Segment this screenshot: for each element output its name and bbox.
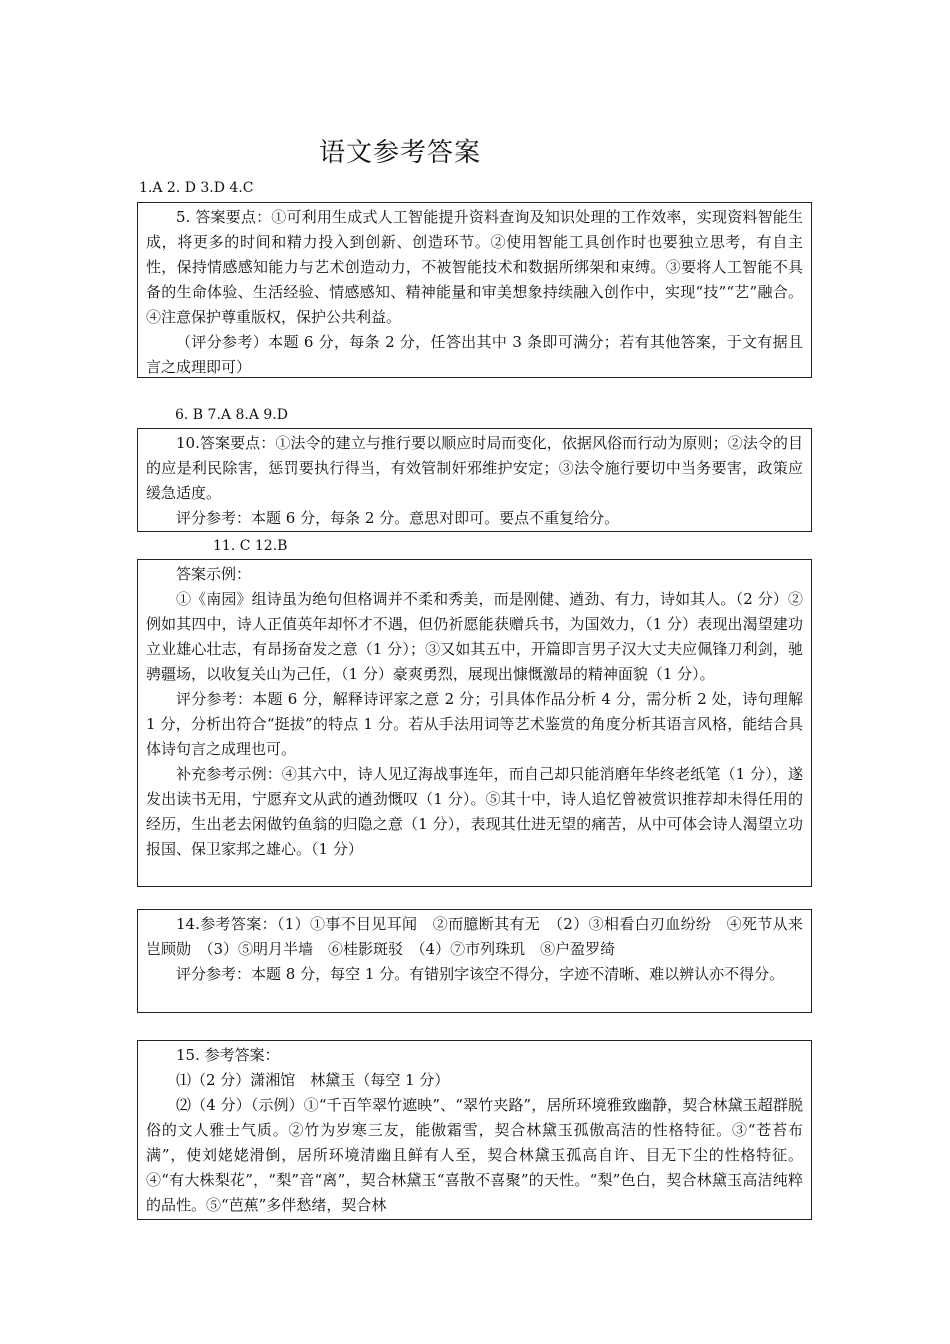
q15-heading: 15. 参考答案：: [176, 1046, 280, 1064]
answer-box-q5: [137, 202, 812, 378]
q5-answer: 5. 答案要点：①可利用生成式人工智能提升资料查询及知识处理的工作效率，实现资料智能生成，将更多的时间和精力投入到创新、创造环节。②使用智能工具创作时也要独立思考，有自主性，保持情感感知能力与艺术创造动力，不被智能技术和数据所绑架和束缚。③要将人工智能不具备的生命体验、生活经验、情感感知、精神能量和审美想象持续融入创作中，实现“技”“艺”融合。④注意保护尊重版权，保护公共利益。: [146, 208, 803, 326]
q13-supplement: 补充参考示例：④其六中，诗人见辽海战事连年，而自己却只能消磨年华终老纸笔（1 分），遂发出读书无用，宁愿弃文从武的遒劲慨叹（1 分）。⑤其十中，诗人追忆曾被赏识推荐却未得任用的经历，生出老去闲做钓鱼翁的归隐之意（1 分），表现其仕进无望的痛苦，从中可体会诗人渴望立功报国、保卫家邦之雄心。（1 分）: [146, 765, 803, 858]
answers-1-4: 1.A 2. D 3.D 4.C: [139, 180, 254, 196]
q13-example: ①《南园》组诗虽为绝句但格调并不柔和秀美，而是刚健、遒劲、有力，诗如其人。（2 分）②例如其四中，诗人正值英年却怀才不遇，但仍祈愿能获赠兵书，为国效力，（1 分）表现出渴望建功立业雄心壮志，有昂扬奋发之意（1 分）；③又如其五中，开篇即言男子汉大丈夫应佩锋刀利剑，驰骋疆场，以收复关山为己任，（1 分）豪爽勇烈，展现出慷慨激昂的精神面貌（1 分）。: [146, 590, 803, 683]
answer-box-q15: [137, 1040, 812, 1220]
answer-box-q13: [137, 559, 812, 887]
answers-11-12: 11. C 12.B: [213, 538, 288, 554]
answer-box-q14: [137, 909, 812, 1013]
answers-6-9: 6. B 7.A 8.A 9.D: [175, 407, 288, 423]
q14-scoring: 评分参考：本题 8 分，每空 1 分。有错别字该空不得分，字迹不清晰、难以辨认亦不得分。: [176, 965, 785, 983]
q13-heading: 答案示例：: [176, 565, 252, 583]
q15-part2: ⑵（4 分）（示例）①“千百竿翠竹遮映”、“翠竹夹路”，居所环境雅致幽静，契合林黛玉超群脱俗的文人雅士气质。②竹为岁寒三友，能傲霜雪，契合林黛玉孤傲高洁的性格特征。③“苍苔布满”，使刘姥姥滑倒，居所环境清幽且鲜有人至，契合林黛玉孤高自许、目无下尘的性格特征。④“有大株梨花”，“梨”音“离”，契合林黛玉“喜散不喜聚”的天性。“梨”色白，契合林黛玉高洁纯粹的品性。⑤“芭蕉”多伴愁绪，契合林: [146, 1096, 803, 1214]
q15-part1: ⑴（2 分）潇湘馆 林黛玉（每空 1 分）: [176, 1071, 450, 1089]
page-title: 语文参考答案: [318, 138, 481, 168]
q14-answer: 14.参考答案：（1）①事不目见耳闻 ②而臆断其有无 （2）③相看白刃血纷纷 ④死节从来岂顾勋 （3）⑤明月半墙 ⑥桂影斑驳 （4）⑦市列珠玑 ⑧户盈罗绮: [146, 915, 803, 958]
answer-box-q10: [137, 428, 812, 532]
q10-scoring: 评分参考：本题 6 分，每条 2 分。意思对即可。要点不重复给分。: [176, 509, 620, 527]
q10-answer: 10.答案要点：①法令的建立与推行要以顺应时局而变化，依据风俗而行动为原则；②法令的目的应是利民除害，惩罚要执行得当，有效管制奸邪维护安定；③法令施行要切中当务要害，政策应缓急适度。: [146, 434, 803, 502]
q13-scoring: 评分参考：本题 6 分，解释诗评家之意 2 分；引具体作品分析 4 分，需分析 2 处，诗句理解 1 分，分析出符合“挺拔”的特点 1 分。若从手法用词等艺术鉴赏的角度分析其语言风格，能结合具体诗句言之成理也可。: [146, 690, 803, 758]
q5-scoring: （评分参考）本题 6 分，每条 2 分，任答出其中 3 条即可满分；若有其他答案，于文有据且言之成理即可）: [146, 333, 803, 376]
